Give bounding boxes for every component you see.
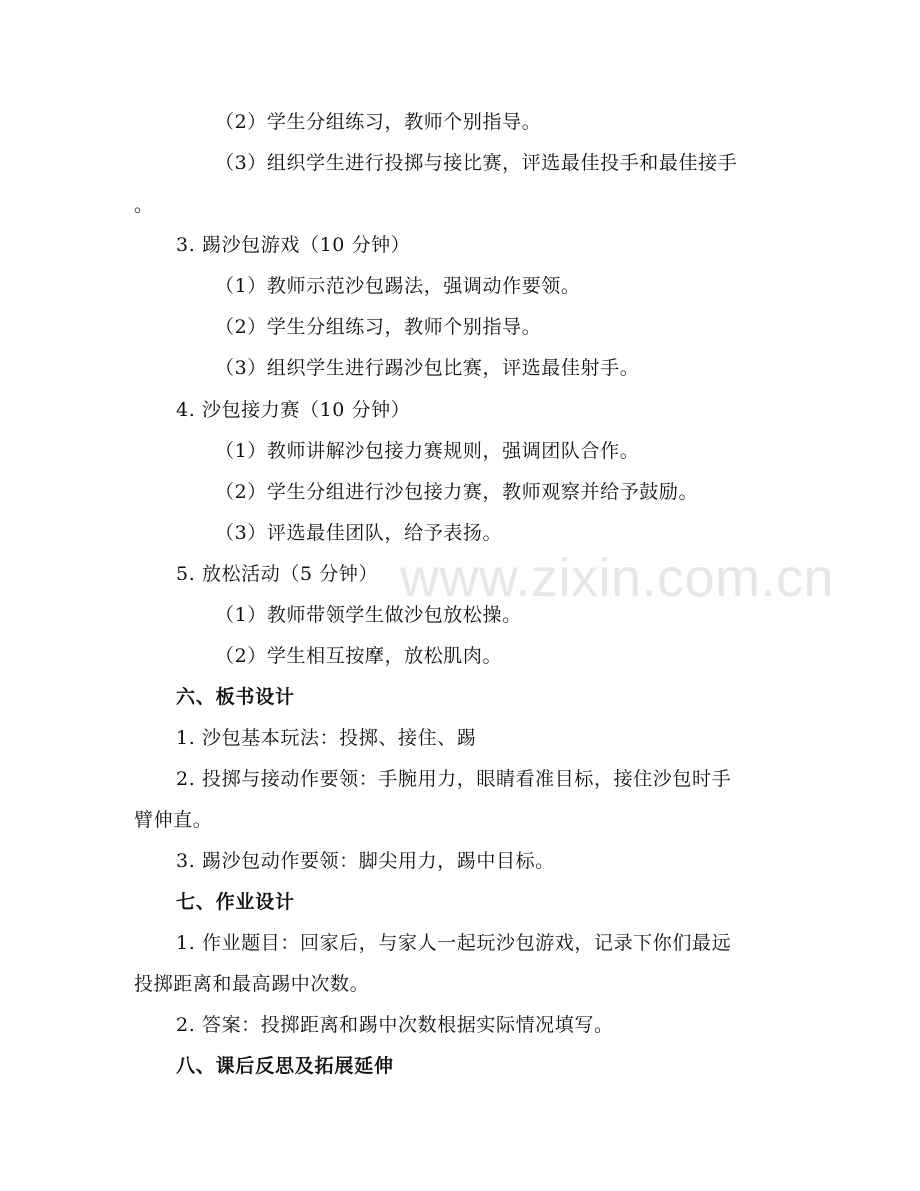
section-heading: 八、课后反思及拓展延伸: [176, 1055, 394, 1077]
paragraph-line: （3）组织学生进行踢沙包比赛，评选最佳射手。: [215, 357, 640, 379]
paragraph-line: （3）组织学生进行投掷与接比赛，评选最佳投手和最佳接手: [215, 152, 738, 174]
list-item: 1. 作业题目：回家后，与家人一起玩沙包游戏，记录下你们最远: [176, 932, 732, 954]
section-heading: 六、板书设计: [176, 686, 295, 708]
list-item-heading: 5. 放松活动（5 分钟）: [176, 563, 379, 585]
list-item-heading: 3. 踢沙包游戏（10 分钟）: [176, 234, 411, 256]
list-item-heading: 4. 沙包接力赛（10 分钟）: [176, 399, 411, 421]
section-heading: 七、作业设计: [176, 891, 295, 913]
paragraph-line: 。: [134, 194, 154, 216]
list-item: 2. 答案：投掷距离和踢中次数根据实际情况填写。: [176, 1014, 614, 1036]
watermark: www.zixin.com.cn: [400, 548, 835, 608]
paragraph-line: 臂伸直。: [134, 809, 213, 831]
paragraph-line: （2）学生分组练习，教师个别指导。: [215, 316, 542, 338]
list-item: 1. 沙包基本玩法：投掷、接住、踢: [176, 727, 477, 749]
paragraph-line: （2）学生分组练习，教师个别指导。: [215, 111, 542, 133]
list-item: 2. 投掷与接动作要领：手腕用力，眼睛看准目标，接住沙包时手: [176, 768, 732, 790]
paragraph-line: （2）学生相互按摩，放松肌肉。: [215, 645, 503, 667]
paragraph-line: （1）教师示范沙包踢法，强调动作要领。: [215, 275, 581, 297]
paragraph-line: （1）教师带领学生做沙包放松操。: [215, 604, 522, 626]
paragraph-line: 投掷距离和最高踢中次数。: [134, 973, 370, 995]
list-item: 3. 踢沙包动作要领：脚尖用力，踢中目标。: [176, 850, 555, 872]
paragraph-line: （1）教师讲解沙包接力赛规则，强调团队合作。: [215, 440, 640, 462]
paragraph-line: （2）学生分组进行沙包接力赛，教师观察并给予鼓励。: [215, 481, 699, 503]
paragraph-line: （3）评选最佳团队，给予表扬。: [215, 522, 503, 544]
